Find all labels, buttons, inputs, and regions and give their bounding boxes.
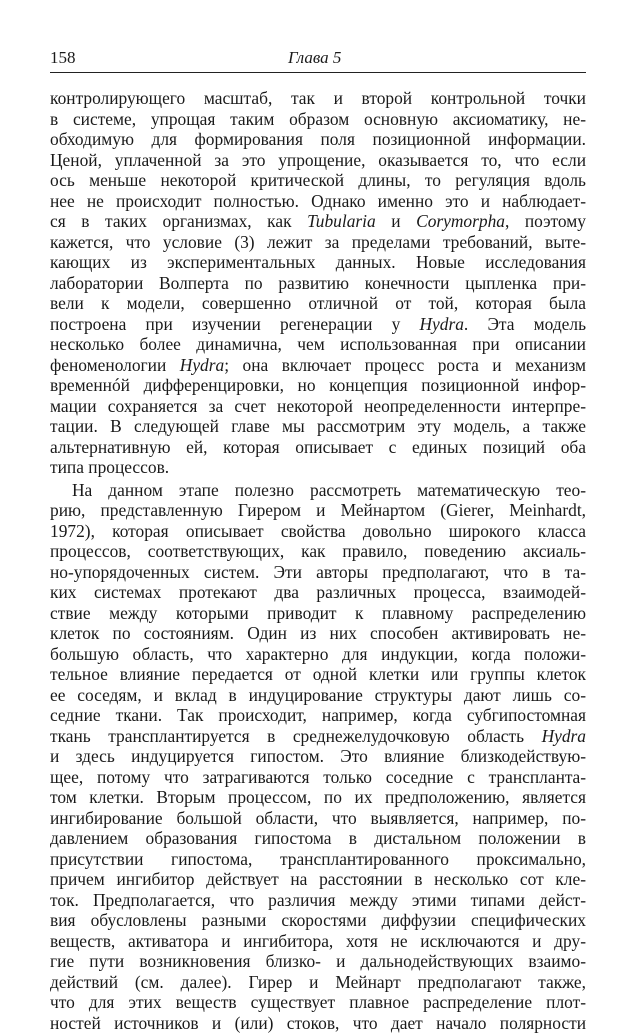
text-line: контролирующего масштаб, так и второй контрольной точки bbox=[50, 88, 586, 109]
text-line: кажется, что условие (3) лежит за пределами требований, выте- bbox=[50, 232, 586, 253]
text-line: но-упорядоченных систем. Эти авторы предполагают, что в та- bbox=[50, 562, 586, 583]
text-line: мации сохраняется за счет некоторой неопределенности интерпре- bbox=[50, 396, 586, 417]
text-line: обходимую для формирования поля позиционной информации. bbox=[50, 129, 586, 150]
text-line: ось меньше некоторой критической длины, то регуляция вдоль bbox=[50, 170, 586, 191]
text-line: ток. Предполагается, что различия между этими типами дейст- bbox=[50, 890, 586, 911]
text-line: клеток по состояниям. Один из них способен активировать не- bbox=[50, 623, 586, 644]
running-head: Глава 5 bbox=[288, 48, 341, 68]
text-line: временнóй дифференцировки, но концепция позиционной инфор- bbox=[50, 375, 586, 396]
text-line: типа процессов. bbox=[50, 457, 586, 478]
text-line: причем ингибитор действует на расстоянии в несколько сот кле- bbox=[50, 869, 586, 890]
page-header bbox=[50, 48, 586, 70]
text-line: ся в таких организмах, как Tubularia и Corymorpha, поэтому bbox=[50, 211, 586, 232]
text-line: седние ткани. Так происходит, например, когда субгипостомная bbox=[50, 705, 586, 726]
header-rule bbox=[50, 72, 586, 73]
text-line: что для этих веществ существует плавное распределение плот- bbox=[50, 992, 586, 1013]
text-line: и здесь индуцируется гипостом. Это влияние близкодействую- bbox=[50, 746, 586, 767]
text-line: лаборатории Волперта по развитию конечности цыпленка при- bbox=[50, 273, 586, 294]
text-line: кающих из экспериментальных данных. Новые исследования bbox=[50, 252, 586, 273]
text-line: несколько более динамична, чем использованная при описании bbox=[50, 334, 586, 355]
text-line: На данном этапе полезно рассмотреть математическую тео- bbox=[50, 480, 586, 501]
text-line: ингибирование большой области, что выявляется, например, по- bbox=[50, 808, 586, 829]
paragraph-2 bbox=[50, 480, 586, 1033]
text-line: ких системах протекают два различных процесса, взаимодей- bbox=[50, 582, 586, 603]
body-text bbox=[50, 88, 586, 1033]
text-line: веществ, активатора и ингибитора, хотя не исключаются и дру- bbox=[50, 931, 586, 952]
text-line: вели к модели, совершенно отличной от той, которая была bbox=[50, 293, 586, 314]
text-line: Ценой, уплаченной за это упрощение, оказывается то, что если bbox=[50, 150, 586, 171]
text-line: большую область, что характерно для индукции, когда положи- bbox=[50, 644, 586, 665]
text-line: тации. В следующей главе мы рассмотрим эту модель, а также bbox=[50, 416, 586, 437]
text-line: феноменологии Hydra; она включает процесс роста и механизм bbox=[50, 355, 586, 376]
text-line: щее, потому что затрагиваются только соседние с трансплантa- bbox=[50, 767, 586, 788]
text-line: давлением образования гипостома в дистальном положении в bbox=[50, 828, 586, 849]
page-number: 158 bbox=[50, 48, 76, 68]
text-line: построена при изучении регенерации у Hydra. Эта модель bbox=[50, 314, 586, 335]
text-line: процессов, соответствующих, как правило, поведению аксиаль- bbox=[50, 541, 586, 562]
text-line: нее не происходит полностью. Однако именно это и наблюдает- bbox=[50, 191, 586, 212]
text-line: гие пути возникновения близко- и дальнодействующих взаимо- bbox=[50, 951, 586, 972]
text-line: рию, представленную Гирером и Мейнартом (Gierer, Meinhardt, bbox=[50, 500, 586, 521]
text-line: вия обусловлены разными скоростями диффузии специфических bbox=[50, 910, 586, 931]
text-line: в системе, упрощая таким образом основную аксиоматику, не- bbox=[50, 109, 586, 130]
text-line: ткань трансплантируется в среднежелудочковую область Hydra bbox=[50, 726, 586, 747]
text-line: 1972), которая описывает свойства довольно широкого класса bbox=[50, 521, 586, 542]
text-line: ствие между которыми приводит к плавному распределению bbox=[50, 603, 586, 624]
text-line: альтернативную ей, которая описывает с единых позиций оба bbox=[50, 437, 586, 458]
text-line: ностей источников и (или) стоков, что дает начало полярности bbox=[50, 1013, 586, 1033]
text-line: присутствии гипостома, трансплантированного проксимально, bbox=[50, 849, 586, 870]
paragraph-1 bbox=[50, 88, 586, 478]
text-line: действий (см. далее). Гирер и Мейнарт предполагают также, bbox=[50, 972, 586, 993]
text-line: тельное влияние передается от одной клетки или группы клеток bbox=[50, 664, 586, 685]
text-line: ее соседям, и вклад в индуцирование структуры дают лишь со- bbox=[50, 685, 586, 706]
text-line: том клетки. Вторым процессом, по их предположению, является bbox=[50, 787, 586, 808]
